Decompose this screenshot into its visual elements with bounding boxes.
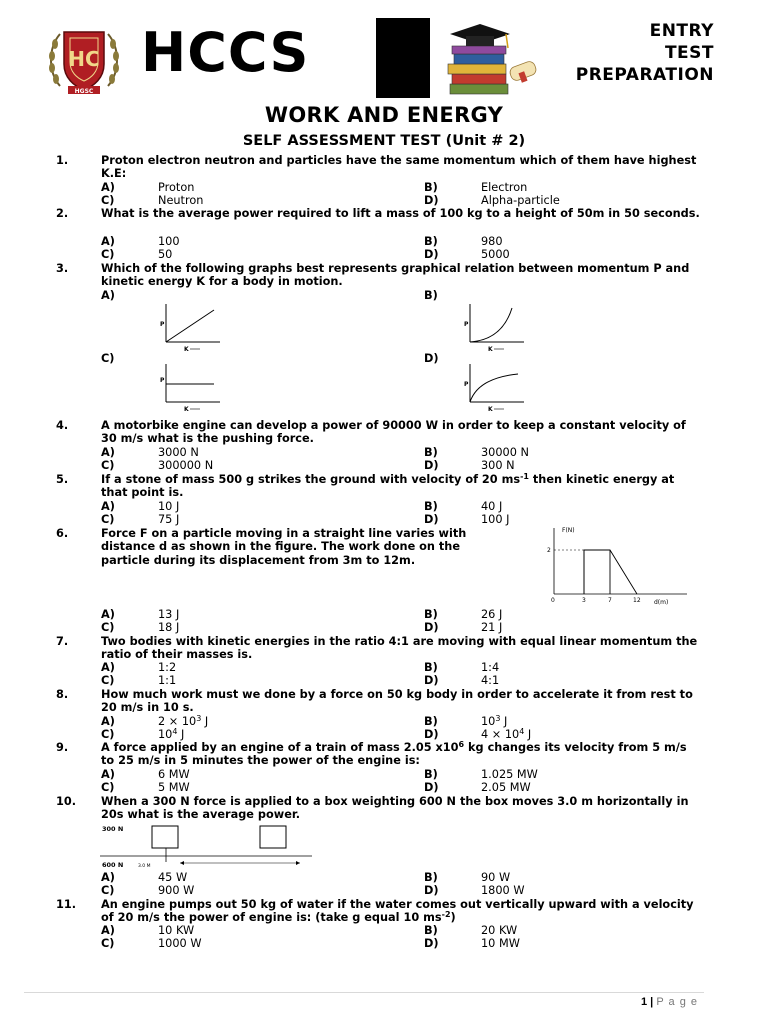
option-label: B) (424, 235, 438, 248)
option-value: 300000 N (158, 459, 214, 472)
entry-test-preparation (576, 20, 714, 86)
option-label: B) (424, 289, 438, 302)
question-number: 1. (56, 154, 69, 167)
option-label: A) (101, 500, 115, 513)
option-label: D) (424, 781, 439, 794)
option-label: D) (424, 459, 439, 472)
option-label: A) (101, 181, 115, 194)
question-number: 3. (56, 262, 69, 275)
axis-p-label: P (464, 381, 469, 388)
option-label: C) (101, 937, 115, 950)
page-number: 1 (641, 996, 648, 1008)
option-value: 100 (158, 235, 180, 248)
option-value: 90 W (481, 871, 511, 884)
question-text: An engine pumps out 50 kg of water if the water comes out vertically upward with a velocity of 20 m/s the power of engine is: (take g equal 10 $ms^{-2}$) (101, 898, 694, 925)
option-label: B) (424, 715, 438, 728)
option-label: B) (424, 768, 438, 781)
option-label: B) (424, 661, 438, 674)
force-distance-graph (542, 524, 692, 608)
question-text: How much work must we done by a force on 50 kg body in order to accelerate it from rest to 20 m/s in 10 s. (101, 688, 693, 715)
page-subtitle: SELF ASSESSMENT TEST (Unit # 2) (242, 133, 526, 149)
distance-label: 3.0 M (138, 864, 151, 869)
option-label: C) (101, 728, 115, 741)
option-label: B) (424, 871, 438, 884)
svg-text:HC: HC (68, 47, 100, 71)
option-label: C) (101, 513, 115, 526)
graph-x-tick: 3 (582, 597, 586, 604)
option-value: $4 \times 10^4$ J (481, 727, 532, 741)
option-value: 21 J (481, 621, 503, 634)
option-value: 1:4 (481, 661, 500, 674)
option-label: B) (424, 500, 438, 513)
black-bar-graphic (376, 18, 430, 98)
option-label: A) (101, 446, 115, 459)
graph-x-tick: 7 (608, 597, 612, 604)
option-label: A) (101, 289, 115, 302)
logo-text: HGSC (74, 88, 94, 95)
question-text: Proton electron neutron and particles have the same momentum which of them have highest K.E: (101, 154, 697, 181)
option-value: 3000 N (158, 446, 199, 459)
question-number: 2. (56, 207, 69, 220)
weight-label: 600 N (102, 861, 124, 869)
option-label: C) (101, 781, 115, 794)
entry-line: ENTRY (649, 21, 714, 41)
option-label: C) (101, 621, 115, 634)
graph-y-label: F(N) (562, 527, 575, 534)
option-value: 1:1 (158, 674, 177, 687)
option-label: A) (101, 715, 115, 728)
option-value: 26 J (481, 608, 503, 621)
graph-x-tick: 12 (633, 597, 641, 604)
option-label: A) (101, 768, 115, 781)
option-label: C) (101, 194, 115, 207)
question-number: 7. (56, 635, 69, 648)
option-value: 980 (481, 235, 503, 248)
option-label: A) (101, 235, 115, 248)
books-graduation-cap-icon (440, 22, 540, 98)
option-label: C) (101, 674, 115, 687)
page-word: P a g e (656, 996, 698, 1008)
question-text: Two bodies with kinetic energies in the ratio 4:1 are moving with equal linear momentum the ratio of their masses is. (101, 635, 698, 662)
question-text: When a 300 N force is applied to a box weighting 600 N the box moves 3.0 m horizontally in 20s what is the average power. (101, 795, 689, 822)
option-label: A) (101, 924, 115, 937)
box-displacement-figure (100, 822, 314, 870)
option-label: C) (101, 248, 115, 261)
question-number: 6. (56, 527, 69, 540)
option-value: $10^3$ J (481, 714, 508, 728)
question-number: 9. (56, 741, 69, 754)
option-label: D) (424, 621, 439, 634)
page-footer (641, 996, 698, 1008)
option-value: 2.05 MW (481, 781, 531, 794)
question-text: Which of the following graphs best represents graphical relation between momentum P and kinetic energy K for a body in motion. (101, 262, 690, 289)
axis-k-label: K (488, 406, 493, 413)
axis-k-label: K (184, 346, 189, 353)
option-value: 900 W (158, 884, 195, 897)
axis-k-label: K (488, 346, 493, 353)
option-value: 1800 W (481, 884, 525, 897)
option-value: $2 \times 10^3$ J (158, 714, 209, 728)
option-value: 10 J (158, 500, 180, 513)
option-value: 50 (158, 248, 173, 261)
footer-separator: | (647, 996, 657, 1008)
option-label: D) (424, 194, 439, 207)
graph-x-tick: 0 (551, 597, 555, 604)
force-label: 300 N (102, 825, 124, 833)
option-label: C) (101, 352, 115, 365)
graph-a-linear (152, 300, 222, 356)
option-value: 45 W (158, 871, 188, 884)
axis-p-label: P (160, 377, 165, 384)
option-value: 1:2 (158, 661, 177, 674)
option-label: D) (424, 248, 439, 261)
option-value: 20 KW (481, 924, 518, 937)
option-value: Electron (481, 181, 528, 194)
option-value: 1.025 MW (481, 768, 538, 781)
entry-line: PREPARATION (575, 65, 714, 85)
entry-line: TEST (664, 43, 714, 63)
option-value: 10 KW (158, 924, 195, 937)
option-label: B) (424, 181, 438, 194)
option-value: 4:1 (481, 674, 500, 687)
axis-p-label: P (464, 321, 469, 328)
option-label: A) (101, 871, 115, 884)
option-value: 40 J (481, 500, 503, 513)
option-label: C) (101, 459, 115, 472)
question-text: If a stone of mass 500 g strikes the ground with velocity of 20 $ms^{-1}$ then kinetic energy at that point is. (101, 472, 675, 500)
option-label: A) (101, 608, 115, 621)
question-number: 5. (56, 473, 69, 486)
question-text: Force F on a particle moving in a straight line varies with distance d as shown in the figure. The work done on the particle during its displacement from 3m to 12m. (101, 527, 467, 567)
option-value: Alpha-particle (481, 194, 560, 207)
option-label: D) (424, 728, 439, 741)
option-label: B) (424, 446, 438, 459)
option-value: $10^4$ J (158, 727, 185, 741)
option-value: 5000 (481, 248, 510, 261)
option-value: 13 J (158, 608, 180, 621)
graph-y-tick: 2 (547, 547, 551, 554)
question-text: A motorbike engine can develop a power of 90000 W in order to keep a constant velocity of 30 m/s what is the pushing force. (101, 419, 686, 446)
option-value: 30000 N (481, 446, 529, 459)
option-label: D) (424, 513, 439, 526)
question-number: 8. (56, 688, 69, 701)
option-label: A) (101, 661, 115, 674)
option-value: Proton (158, 181, 195, 194)
option-value: 75 J (158, 513, 180, 526)
option-value: 18 J (158, 621, 180, 634)
question-number: 10. (56, 795, 77, 808)
option-value: 100 J (481, 513, 510, 526)
option-label: C) (101, 884, 115, 897)
graph-b-curve-up (456, 300, 526, 356)
option-label: D) (424, 352, 439, 365)
graph-x-label: d(m) (654, 599, 669, 606)
option-value: 10 MW (481, 937, 520, 950)
question-text: What is the average power required to lift a mass of 100 kg to a height of 50m in 50 seconds. (101, 207, 700, 220)
page-title: WORK AND ENERGY (264, 103, 504, 127)
axis-p-label: P (160, 321, 165, 328)
option-label: D) (424, 884, 439, 897)
option-label: D) (424, 674, 439, 687)
axis-k-label: K (184, 406, 189, 413)
option-label: D) (424, 937, 439, 950)
brand-name: HCCS (141, 21, 310, 84)
option-value: 5 MW (158, 781, 190, 794)
graph-d-curve-down (456, 360, 526, 416)
option-label: B) (424, 924, 438, 937)
option-label: B) (424, 608, 438, 621)
option-value: 1000 W (158, 937, 202, 950)
question-text: A force applied by an engine of a train of mass 2.05 $x10^6$ kg changes its velocity from 5 m/s to 25 m/s in 5 minutes the power of the engine is: (101, 740, 687, 768)
footer-divider (24, 992, 704, 993)
graph-c-constant (152, 360, 222, 416)
option-value: Neutron (158, 194, 204, 207)
option-value: 6 MW (158, 768, 190, 781)
hgsc-crest-logo (46, 24, 122, 96)
question-number: 11. (56, 898, 77, 911)
option-value: 300 N (481, 459, 515, 472)
question-number: 4. (56, 419, 69, 432)
